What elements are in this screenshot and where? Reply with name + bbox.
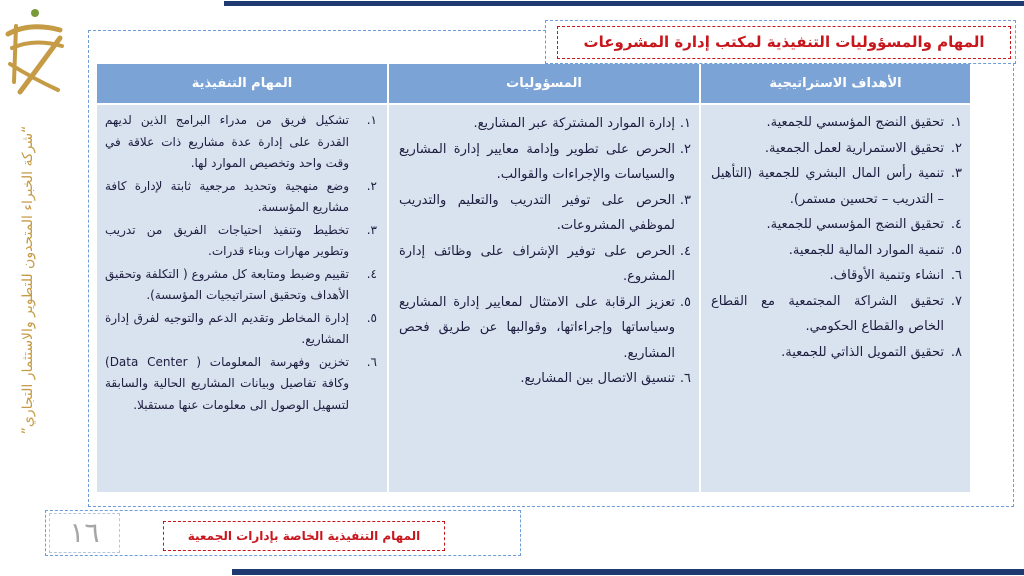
responsibility-item-text: تنسيق الاتصال بين المشاريع. (520, 371, 675, 386)
goal-item-number: ٧. (950, 293, 962, 309)
responsibilities-table (97, 64, 970, 492)
responsibility-item-text: الحرص على توفير الإشراف على وظائف إدارة المشروع. (399, 243, 675, 284)
task-item-text: وضع منهجية وتحديد مرجعية ثابتة لإدارة كافة مشاريع المؤسسة. (105, 178, 349, 214)
slide-title: المهام والمسؤوليات التنفيذية لمكتب إدارة المشروعات (557, 26, 1011, 59)
task-item-text: تخطيط وتنفيذ احتياجات الفريق من تدريب وتطوير مهارات وبناء قدرات. (105, 222, 349, 258)
task-item-number: ٤. (366, 266, 377, 281)
task-item-text: تشكيل فريق من مدراء البرامج الذين لديهم القدرة على إدارة عدة مشاريع ذات علاقة في وقت واحد وتخصيص الموارد لها. (105, 113, 349, 170)
responsibility-item-number: ١. (679, 116, 691, 131)
goal-item (711, 212, 962, 238)
goal-item-text: انشاء وتنمية الأوقاف. (829, 268, 944, 283)
goal-item (711, 110, 962, 136)
responsibility-item-text: الحرص على توفير التدريب والتعليم والتدريب لموظفي المشروعات. (399, 192, 675, 233)
responsibility-item (399, 239, 691, 290)
company-name-text: “شركة الخبراء المتحدون للتطوير والاستثمار التجاري” (20, 125, 36, 435)
strategic-goals-cell (701, 105, 970, 492)
frame-left-border (88, 30, 89, 507)
goal-item-number: ٢. (950, 140, 962, 156)
goal-item-text: تحقيق التمويل الذاتي للجمعية. (781, 344, 944, 360)
task-item-number: ٣. (366, 222, 377, 237)
responsibilities-cell (389, 105, 699, 492)
goal-item-number: ٦. (950, 268, 962, 283)
goal-item-number: ١. (950, 115, 962, 130)
responsibility-item-text: إدارة الموارد المشتركة عبر المشاريع. (473, 116, 675, 131)
responsibility-item-text: تعزيز الرقابة على الامتثال لمعايير إدارة المشاريع وسياساتها وإجراءاتها، وقوالبها عن طريق فحص المشاريع. (399, 294, 675, 361)
goal-item (711, 289, 962, 340)
top-accent-bar (224, 1, 1024, 6)
responsibility-item (399, 290, 691, 367)
task-item (105, 110, 377, 175)
responsibility-item-number: ٤. (679, 243, 691, 259)
executive-tasks-cell (97, 105, 387, 492)
goal-item (711, 263, 962, 289)
goal-item-number: ٥. (950, 242, 962, 258)
responsibility-item-number: ٥. (679, 294, 691, 310)
company-logo-icon (2, 4, 66, 98)
task-item-text: تقييم وضبط ومتابعة كل مشروع ( التكلفة وتحقيق الأهداف وتحقيق استراتيجيات المؤسسة). (105, 266, 349, 302)
frame-bottom-border (88, 506, 1014, 507)
bottom-accent-bar (232, 569, 1024, 575)
task-item-number: ٦. (366, 354, 377, 369)
goal-item-text: تنمية رأس المال البشري للجمعية (التأهيل – التدريب – تحسين مستمر). (711, 166, 944, 207)
footer-caption: المهام التنفيذية الخاصة بإدارات الجمعية (163, 521, 445, 551)
task-item-number: ١. (366, 113, 377, 127)
header-responsibilities: المسؤوليات (389, 64, 699, 103)
goal-item (711, 161, 962, 212)
responsibility-item-number: ٢. (679, 141, 691, 157)
header-strategic-goals: الأهداف الاستراتيجية (701, 64, 970, 103)
goal-item-text: تحقيق النضج المؤسسي للجمعية. (766, 217, 944, 232)
task-item (105, 220, 377, 263)
responsibility-item (399, 137, 691, 188)
responsibility-item (399, 366, 691, 392)
goal-item (711, 238, 962, 264)
responsibility-item (399, 188, 691, 239)
task-item (105, 352, 377, 417)
task-item (105, 176, 377, 219)
responsibility-item (399, 111, 691, 137)
goal-item-number: ٨. (950, 344, 962, 360)
task-item (105, 264, 377, 307)
frame-right-border (1013, 63, 1014, 507)
task-item (105, 308, 377, 351)
frame-top-border (88, 30, 546, 31)
goal-item (711, 340, 962, 366)
goal-item-text: تحقيق الشراكة المجتمعية مع القطاع الخاص والقطاع الحكومي. (711, 293, 944, 334)
goal-item-text: تحقيق الاستمرارية لعمل الجمعية. (764, 140, 944, 156)
goal-item (711, 136, 962, 162)
responsibility-item-text: الحرص على تطوير وإدامة معايير إدارة المشاريع والسياسات والإجراءات والقوالب. (399, 141, 675, 182)
responsibility-item-number: ٣. (679, 192, 691, 208)
goal-item-text: تحقيق النضج المؤسسي للجمعية. (766, 115, 944, 130)
goal-item-number: ٤. (950, 217, 962, 232)
responsibility-item-number: ٦. (679, 371, 691, 386)
task-item-text: تخزين وفهرسة المعلومات ( Data Center) وكافة تفاصيل وبيانات المشاريع الحالية والسابقة لتسهيل الوصول الى معلومات عنها مستقبلا. (105, 354, 350, 412)
task-item-number: ٥. (366, 310, 377, 325)
page-number: ١٦ (49, 513, 120, 553)
task-item-number: ٢. (366, 178, 377, 193)
goal-item-text: تنمية الموارد المالية للجمعية. (788, 242, 944, 258)
task-item-text: إدارة المخاطر وتقديم الدعم والتوجيه لفرق إدارة المشاريع. (105, 310, 349, 346)
company-name-vertical (17, 92, 39, 468)
header-executive-tasks: المهام التنفيذية (97, 64, 387, 103)
goal-item-number: ٣. (950, 166, 962, 181)
